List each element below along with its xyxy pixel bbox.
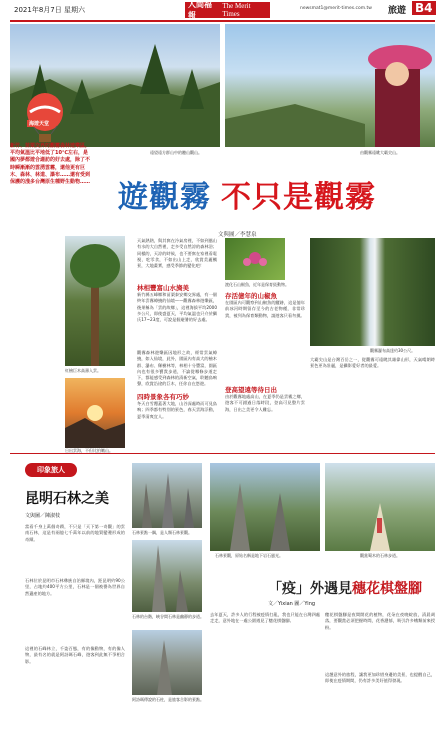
article2-para1: 當看千身上萬個奇蹟，不只是「天下第一奇觀」的雲南石林，這是有兩億七千萬年以前的地質變遷形成的奇蹟。 <box>25 524 125 542</box>
article3-para1: 去年夏天，許多人的行程被疫情打亂，我也只能在台灣四處走走，意外地在一處公園遇見了穗花棋盤腳。 <box>210 612 320 624</box>
article3-para3: 這趟意外的旅程，讓我更加珍惜身邊的美景，也提醒自己，即使在疫情期間，仍有許多美好值得發現。 <box>325 672 435 684</box>
article3-title-part2: 穗花棋盤腳 <box>352 581 422 597</box>
caption-sunrise: 日出雲海，不但比拍嫩山。 <box>65 448 113 453</box>
intro-text: 新竹、苗栗交界的觀霧森林遊樂區，平均氣溫比平地低了10℃左右，是國內夢都遊合適訪的好去處，除了不時瞬漸漸的雲湧雲霧，還他更有巨木、森林、林道、瀑布……還有受到保護的淺多台灣原生種野生動物…… <box>10 143 91 186</box>
photo-sunrise <box>65 378 125 448</box>
header-rule <box>10 20 435 22</box>
headline <box>118 172 376 216</box>
caption-stone-c: 石林景觀，原始名稱是地下岩石風光。 <box>215 553 283 558</box>
article2-byline: 文與圖／陳淑枝 <box>25 513 61 519</box>
article3-byline: 文／Yixian 圖／Ying <box>268 601 316 607</box>
photo-walkway <box>325 463 435 551</box>
section-divider <box>10 453 435 454</box>
caption-peak: 遠望遠方群山中的聽山觀山。 <box>150 150 202 155</box>
photo-yunnan-scene <box>210 463 320 551</box>
section-name: 旅遊 <box>388 6 407 16</box>
caption-stone-a: 石林景點一隅，是人類石林景觀。 <box>132 530 192 535</box>
headline-part1: 遊觀霧 <box>118 180 211 215</box>
site-email: newsmat1@merit-times.com.tw <box>300 6 372 11</box>
issue-date: 2021年8月7日 星期六 <box>14 6 85 14</box>
para-forest2: 觀霧森林遊樂區因地形之故，經常雲氣繚繞，如入仙境，此外，園區內有高大的檜木群、瀑布、稀樹林等，林相十分豐富，園區內也有很多寶貴步道，不論從哪條步道走下，都能感受到森林的清新空氣，聆聽鳥鳴聲，欣賞沿途的巨木，任你自在悠遊。 <box>137 350 217 387</box>
masthead-logo <box>185 2 270 18</box>
para-sunrise: 由於觀霧地處高山，在夏季仍是雲霧之鄉，遊客不可錯過日落時段，登高可見整片雲海，日出之美更令人難忘。 <box>225 394 305 412</box>
article3-para2: 穗花棋盤腳是夜間開花的植物，花朵在夜晚綻放，清晨凋落，要觀賞必須把握時間，花香濃郁，吸引許多蛾類前來授粉。 <box>325 612 435 630</box>
subhead-salamander: 存活億年的山椒魚 <box>225 292 277 300</box>
photo-salamander-flower <box>225 238 285 280</box>
caption-stone-d: 阿詩瑪傳說的石柱，是旅客合影的景點。 <box>132 697 204 702</box>
photo-waterfall <box>310 238 435 346</box>
byline: 文與圖／李慧泉 <box>218 232 257 238</box>
page-number: B4 <box>412 1 436 15</box>
badge-label: 海遊天堂 <box>29 121 50 127</box>
photo-red-cypress <box>65 236 125 366</box>
photo-stone-forest-1 <box>132 463 202 528</box>
brand-zh: 人間福報 <box>188 0 212 20</box>
photo-hiker <box>225 24 435 147</box>
subhead-seasons: 四時景象各有巧妙 <box>137 393 189 401</box>
para-dabajian: 大霸尖山是台灣百岳之一，從觀霧可遠眺其雄偉山形，天氣晴朗時景色更為壯麗，是攝影愛好者的最愛。 <box>310 357 435 369</box>
caption-stone-b: 石林的台階，峽谷間石林是幽靜的步道。 <box>132 614 204 619</box>
caption-dabajian: 由觀霧遠眺大霸尖山。 <box>360 150 400 155</box>
caption-walkway: 觀賞蜀木的石林步道。 <box>360 553 400 558</box>
para-seasons: 冬天白雪覆蓋著大地，山谷深處時而可見鳥鳴；四季都有特別的景色，春天雲海浮動，夏季清爽宜人。 <box>137 401 217 419</box>
subhead-sunrise: 登高望遠等待日出 <box>225 386 277 394</box>
photo-stone-forest-3 <box>132 630 202 695</box>
article3-title <box>268 578 422 598</box>
headline-part2: 不只是觀霧 <box>221 180 376 215</box>
subhead-forest: 林相豐富山水旖美 <box>137 284 189 292</box>
caption-waterfall: 觀霧瀑布高達約30公尺。 <box>370 348 416 353</box>
para-forest: 新竹縣五峰鄉和苗栗泰安鄉交界處，有一個終年雲霧繚繞的仙境——觀霧森林遊樂區，後果稱為「雲的故鄉」，這裡海拔平均2000多公尺，即使盛夏天，平均氣溫也只介於攝氏17~23度，可說是個避暑的好去處。 <box>137 292 217 323</box>
article2-title: 昆明石林之美 <box>25 491 109 507</box>
photo-stone-forest-2 <box>132 540 202 612</box>
article2-para2: 石林位於昆明市石林彝族自治縣境內，距昆明約90公里，占地約400平方公里，石林是一個被譽為世界自然遺產的地方。 <box>25 578 125 596</box>
article3-title-part1: 「疫」外遇見 <box>268 581 352 597</box>
column-banner: 印象旅人 <box>25 463 77 477</box>
para-intro: 天氣熱熱，與其窩在冷氣房裡，不如到風山有水的大自然裡，走多受自然涼的森林浴；同樣的，天涼的時候，也不要窩在家裡看電視，吃零食，不如出山上走，欣賞美麗楓景，大地畫實，感受季節的變化吧！ <box>137 238 217 269</box>
para-salamander: 在園區內可觀察到山椒魚的蹤跡，這是億年前冰河時期留存至今的古老物種，非常珍貴，被列為保育類動物，請遊客只看勿摸。 <box>225 300 305 318</box>
brand-en: The Merit Times <box>222 2 251 18</box>
article2-para3: 這裡的石峰林立，千姿百態，有的像動物，有的像人物，最有名的就是阿詩瑪石峰，遊客到此無不爭相合影。 <box>25 646 125 664</box>
caption-cypress: 紅檜巨木高壽入雲。 <box>65 368 101 373</box>
caption-salamander: 渡化石山椒魚，近年是保育級動物。 <box>225 282 289 287</box>
